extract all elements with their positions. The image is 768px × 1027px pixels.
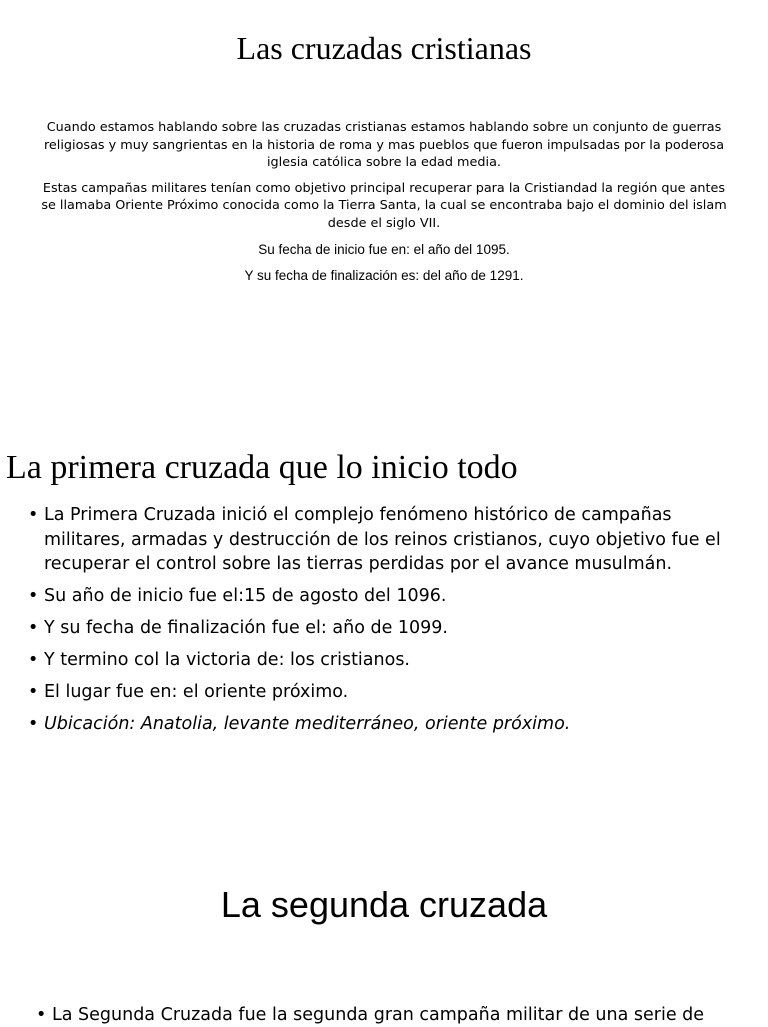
list-item-text: Su año de inicio fue el:15 de agosto del 1096.	[44, 586, 447, 606]
list-item-text: Ubicación: Anatolia, levante mediterráneo, oriente próximo.	[44, 714, 571, 734]
list-item	[28, 503, 740, 577]
slide2-bullet-list	[28, 503, 740, 744]
list-item	[36, 1003, 756, 1027]
bullet-icon: •	[28, 682, 39, 702]
list-item-text: La Segunda Cruzada fue la segunda gran campaña militar de una serie de	[52, 1005, 705, 1025]
bullet-icon: •	[28, 618, 39, 638]
list-item	[28, 648, 740, 673]
bullet-icon: •	[28, 650, 39, 670]
list-item-text: El lugar fue en: el oriente próximo.	[44, 682, 349, 702]
slide1-paragraph: Su fecha de inicio fue en: el año del 1095.	[258, 241, 510, 257]
slide1-paragraph: Y su fecha de finalización es: del año de 1291.	[244, 267, 524, 283]
bullet-icon: •	[28, 586, 39, 606]
list-item	[28, 712, 740, 737]
list-item-text: La Primera Cruzada inició el complejo fenómeno histórico de campañas militares, armadas y destrucción de los reinos cristianos, cuyo objetivo fue el recuperar el control sobre las tierras perdidas por el avance musulmán.	[44, 505, 721, 574]
list-item	[28, 584, 740, 609]
slide3-bullet-list	[36, 1003, 756, 1027]
list-item	[28, 616, 740, 641]
list-item	[28, 680, 740, 705]
slide3-title: La segunda cruzada	[220, 884, 548, 925]
bullet-icon: •	[36, 1005, 47, 1025]
slide2-title: La primera cruzada que lo inicio todo	[6, 449, 518, 486]
slide1-title: Las cruzadas cristianas	[236, 30, 532, 66]
bullet-icon: •	[28, 505, 39, 525]
list-item-text: Y su fecha de finalización fue el: año de 1099.	[44, 618, 448, 638]
slide1-body	[40, 119, 728, 293]
slide1-paragraph: Estas campañas militares tenían como objetivo principal recuperar para la Cristiandad la región que antes se llamaba Oriente Próximo conocida como la Tierra Santa, la cual se encontraba bajo el dominio del islam desde el siglo VII.	[41, 180, 727, 231]
slide1-paragraph: Cuando estamos hablando sobre las cruzadas cristianas estamos hablando sobre un conjunto de guerras religiosas y muy sangrientas en la historia de roma y mas pueblos que fueron impulsadas por la poderosa iglesia católica sobre la edad media.	[43, 120, 725, 171]
list-item-text: Y termino col la victoria de: los cristianos.	[44, 650, 410, 670]
bullet-icon: •	[28, 714, 39, 734]
